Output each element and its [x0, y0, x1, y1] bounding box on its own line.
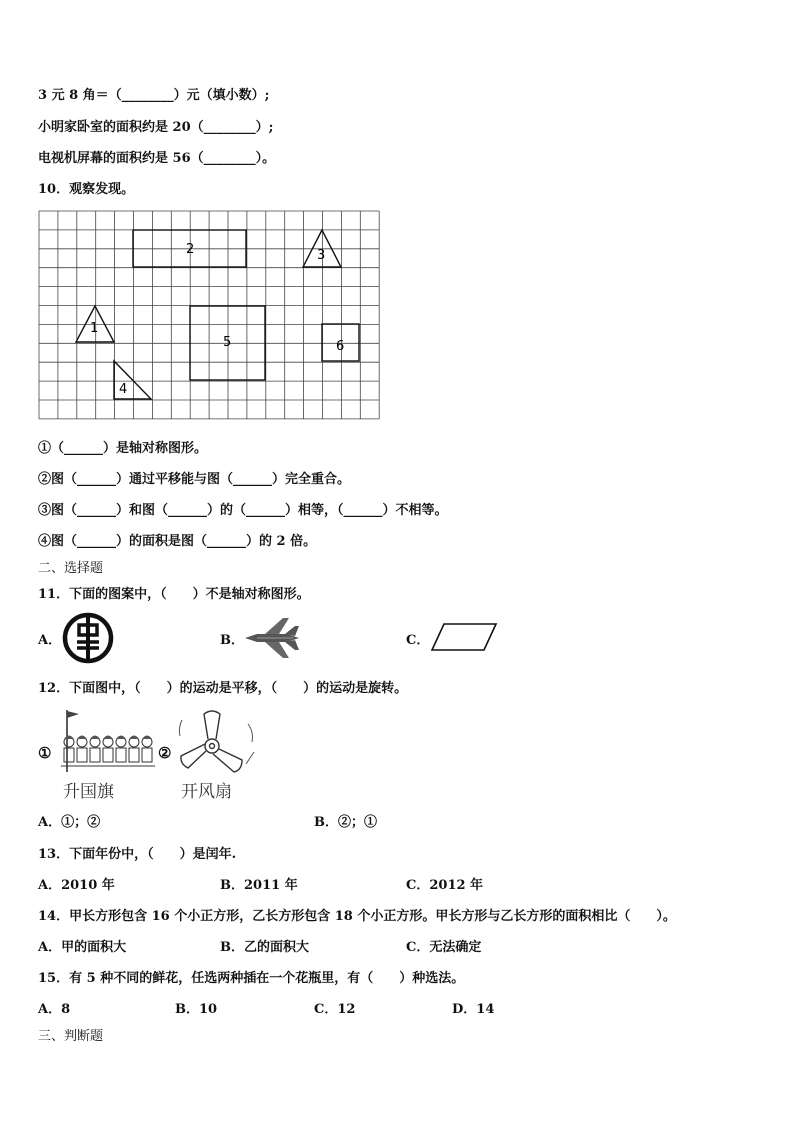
q15-stem: 15．有 5 种不同的鲜花，任选两种插在一个花瓶里，有（ ）种选法。: [38, 971, 465, 986]
jet-plane-icon: [243, 616, 301, 660]
q11-option-b-label: B．: [220, 633, 244, 648]
q15-option-b: B．10: [175, 1002, 218, 1017]
q11-option-a-label: A．: [38, 633, 62, 648]
flag-raising-picture: [55, 708, 157, 778]
q13-stem: 13．下面年份中，（ ）是闰年.: [38, 847, 237, 862]
q12-caption-flag: 升国旗: [63, 782, 114, 802]
q10-statement-2: ②图（______）通过平移能与图（______）完全重合。: [38, 472, 351, 487]
q10-statement-1: ①（______）是轴对称图形。: [38, 441, 208, 456]
q12-stem: 12．下面图中，（ ）的运动是平移，（ ）的运动是旋转。: [38, 681, 408, 696]
q13-option-b: B．2011 年: [220, 878, 298, 893]
bank-logo-icon: [62, 612, 114, 664]
q14-option-b: B．乙的面积大: [220, 940, 309, 955]
q9-line1: 3 元 8 角＝（________）元（填小数）;: [38, 88, 270, 103]
q12-caption-fan: 开风扇: [181, 782, 232, 802]
q14-stem: 14．甲长方形包含 16 个小正方形，乙长方形包含 18 个小正方形。甲长方形与乙长方形的面积相比（ ）。: [38, 909, 676, 924]
parallelogram-shape: [430, 622, 498, 652]
q9-line3: 电视机屏幕的面积约是 56（________）。: [38, 151, 276, 166]
shape-6-label: 6: [336, 339, 345, 354]
q11-stem: 11．下面的图案中，（ ）不是轴对称图形。: [38, 587, 310, 602]
q11-option-c-label: C．: [406, 633, 430, 648]
q14-option-a: A．甲的面积大: [38, 940, 127, 955]
q12-label-2: ②: [158, 744, 172, 762]
q9-line2: 小明家卧室的面积约是 20（________）;: [38, 120, 274, 135]
q10-statement-3: ③图（______）和图（______）的（______）相等，（______）不相等。: [38, 503, 448, 518]
shape-1-label: 1: [90, 321, 99, 336]
q15-option-a: A．8: [38, 1002, 71, 1017]
q12-label-1: ①: [38, 744, 52, 762]
shape-grid-figure: [38, 210, 380, 420]
shape-4-label: 4: [119, 382, 128, 397]
shape-5-label: 5: [223, 335, 232, 350]
q10-title: 10．观察发现。: [38, 182, 135, 197]
q13-option-a: A．2010 年: [38, 878, 115, 893]
fan-picture: [176, 706, 260, 778]
q10-statement-4: ④图（______）的面积是图（______）的 2 倍。: [38, 534, 317, 549]
shape-3-label: 3: [317, 248, 326, 263]
section-heading-choice: 二、选择题: [38, 561, 104, 576]
q15-option-d: D．14: [452, 1002, 495, 1017]
q12-option-a: A．①；②: [38, 815, 101, 830]
q14-option-c: C．无法确定: [406, 940, 482, 955]
q15-option-c: C．12: [314, 1002, 356, 1017]
q13-option-c: C．2012 年: [406, 878, 484, 893]
section-heading-judgement: 三、判断题: [38, 1029, 104, 1044]
shape-2-label: 2: [186, 242, 195, 257]
q12-option-b: B．②；①: [314, 815, 377, 830]
